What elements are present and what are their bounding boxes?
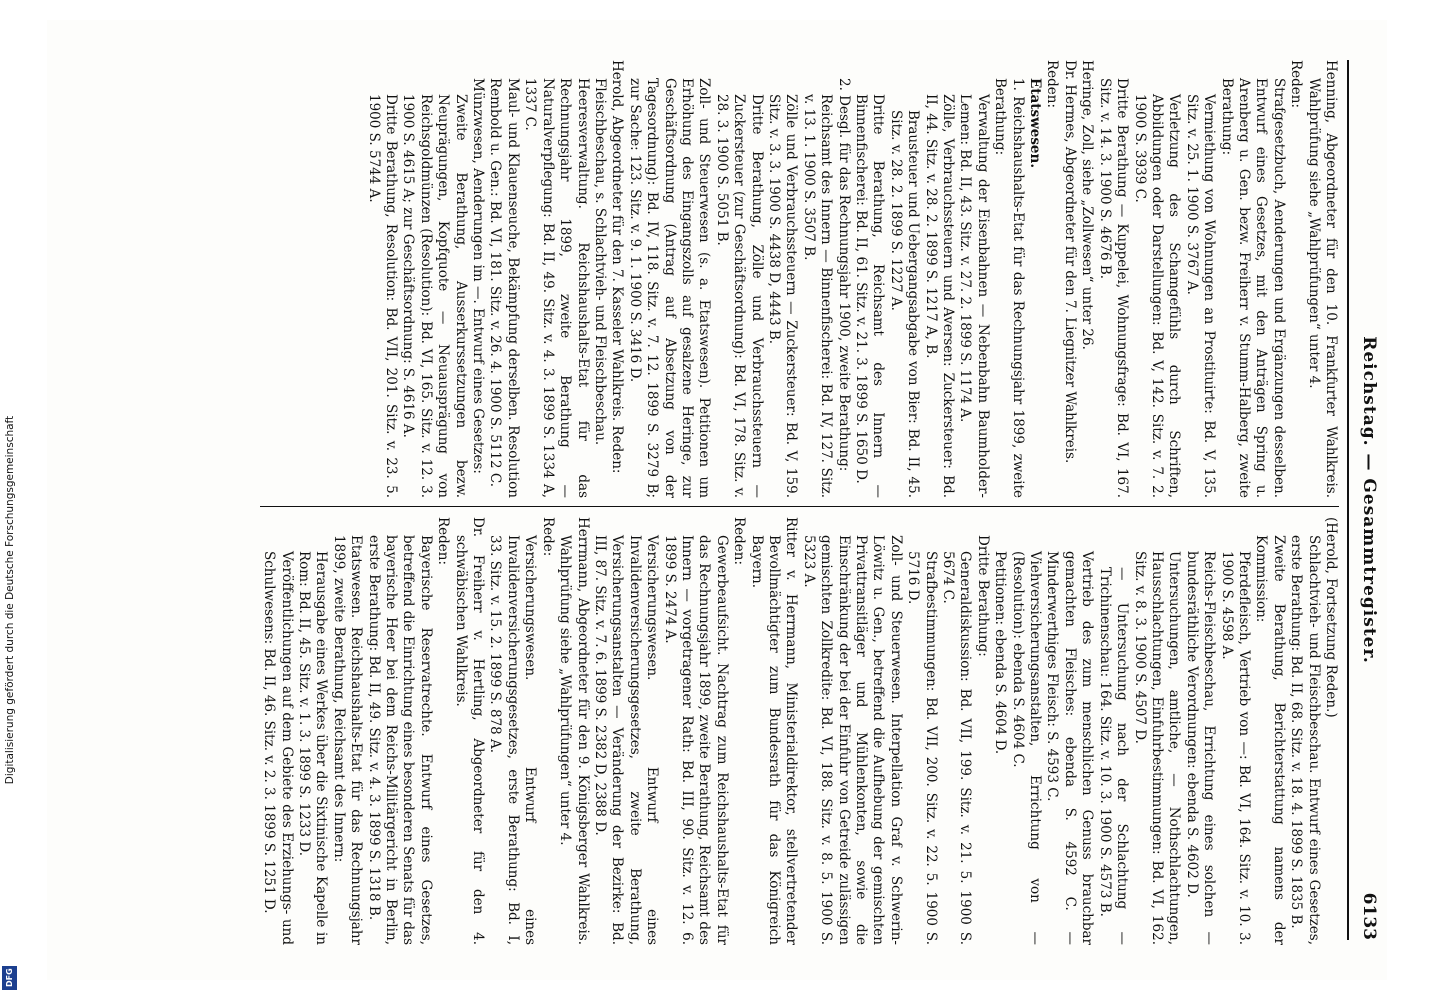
entry-text: Strafgesetzbuch, Aenderungen und Ergänzungen desselben. Entwurf eines Gesetzes, mit den Anträgen Spring u. Arenberg u. Gen. bezw. Freiherr v. Stumm-Halberg, zweite Berathung:: [1218, 78, 1287, 498]
entry-text: Reichs-Fleischbeschau, Errichtung eines solchen — bundesräthliche Verordnungen: ebenda S. 4602 D.: [1183, 551, 1218, 945]
entry-text: Henning, Abgeordneter für den 10. Frankfurter Wahlkreis. Wahlprüfung siehe „Wahlprüfungen“ unter 4.: [1305, 60, 1339, 498]
entry-text: Etatswesen.: [1027, 78, 1044, 169]
digitization-credit-strip: [0, 0, 20, 1000]
page-title: Reichstag. — Gesammtregister.: [1359, 336, 1379, 664]
entry-text: Petitionen: ebenda S. 4604 D.: [992, 551, 1009, 755]
entry-text: Herold, Abgeordneter für den 7. Kasseler Wahlkreis. Reden:: [609, 60, 626, 474]
entry-text: Gewerbeaufsicht. Nachtrag zum Reichshaushalts-Etat für das Rechnungsjahr 1899, zweite Berathung, Reichsamt des Innern — vorgetragener Rath: Bd. III, 90. Sitz. v. 12. 6. 1899 S. 2474 A.: [661, 535, 730, 945]
entry-text: Verletzung des Schamgefühls durch Schriften, Abbildungen oder Darstellungen: Bd. V, 142. Sitz. v. 7. 2. 1900 S. 3939 C.: [1131, 94, 1183, 498]
entry-text: Rede:: [539, 517, 556, 557]
entry-text: 1. Reichshaushalts-Etat für das Rechnungsjahr 1899, zweite Berathung:: [992, 78, 1026, 498]
entry-text: Verwaltung der Eisenbahnen — Nebenbahn Baumholder-Lemen: Bd. II, 43. Sitz. v. 27. 2. 1899 S. 1174 A.: [957, 94, 991, 498]
entry-text: Heeresverwaltung. Reichshaushalts-Etat für das Rechnungsjahr 1899, zweite Berathung — Naturalverpflegung: Bd. II, 49. Sitz. v. 4. 3. 1899 S. 1334 A, 1337 C.: [522, 78, 591, 498]
entry-text: Reden:: [435, 517, 452, 566]
entry-text: Ritter v. Herrmann, Ministerialdirektor, stellvertretender Bevollmächtigter zum Bundesrath für das Königreich Bayern.: [748, 517, 800, 945]
entry-text: Zölle und Verbrauchssteuern — Zuckersteuer: Bd. V, 159. Sitz. v. 3. 3. 1900 S. 4438 D, 4443 B.: [766, 94, 800, 498]
entry-text: Dritte Berathung, Reichsamt des Innern — Binnenfischerei: Bd. II, 61. Sitz. v. 21. 3. 1899 S. 1650 D.: [853, 94, 887, 498]
entry-text: — Untersuchung nach der Schlachtung — Trichinenschau: 164. Sitz. v. 10. 3. 1900 S. 4573 B.: [1096, 567, 1131, 945]
entry-text: 2. Desgl. für das Rechnungsjahr 1900, zweite Berathung:: [835, 78, 852, 472]
entry-text: Fleischbeschau, s. Schlachtvieh- und Fleischbeschau.: [591, 78, 608, 446]
entry-text: Zoll- und Steuerwesen. Interpellation Graf v. Schwerin-Löwitz u. Gen., betreffend die Aufhebung der gemischten Privattransitläger und Mühlenkonten, sowie die Einschränkung der bei der Einfuhr von Getreide zulässigen gemischten Zollkredite: Bd. VI, 188. Sitz. v. 8. 5. 1900 S. 5323 A.: [800, 535, 904, 945]
entry-text: Vertrieb des zum menschlichen Genuss brauchbar gemachten Fleisches: ebenda S. 4592 C. — Minderwerthiges Fleisch: S. 4593 C.: [1044, 551, 1096, 945]
entry-text: Dritte Berathung — Kuppelei, Wohnungsfrage: Bd. VI, 167. Sitz. v. 14. 3. 1900 S. 4676 B.: [1096, 78, 1131, 498]
left-column: [364, 60, 1339, 498]
entry-text: Versicherungswesen. Entwurf eines Invalidenversicherungsgesetzes, zweite Berathung, Versicherungsanstalten — Veränderung der Bezirke: Bd. III, 87. Sitz. v. 7. 6. 1899 S. 2382 D, 2388 D.: [591, 535, 661, 945]
entry-text: Dr. Freiherr v. Hertling, Abgeordneter für den 4. schwäbischen Wahlkreis.: [452, 517, 487, 945]
entry-text: Viehversicherungsanstalten, Errichtung von — (Resolution): ebenda S. 4604 C.: [1009, 551, 1044, 945]
entry-text: Herausgabe eines Werkes über die Sixtinische Kapelle in Rom: Bd. II, 45. Sitz. v. 1. 3. 1899 S. 1233 D.: [296, 551, 330, 945]
entry-text: Münzwesen, Aenderungen im —. Entwurf eines Gesetzes:: [470, 78, 487, 474]
entry-text: Dr. Hermes, Abgeordneter für den 7. Liegnitzer Wahlkreis.: [1061, 60, 1078, 464]
page-number: 6133: [1359, 892, 1379, 940]
entry-text: Generaldiskussion: Bd. VII, 199. Sitz. v. 21. 5. 1900 S. 5674 C.: [940, 551, 974, 945]
entry-text: Reden:: [1044, 60, 1061, 109]
entry-text: Pferdefleisch, Vertrieb von —: Bd. VI, 164. Sitz. v. 10. 3. 1900 S. 4598 A.: [1218, 551, 1252, 945]
entry-text: Zweite Berathung, Ausserkurssetzungen bezw. Neuprägungen, Kopfquote — Neuausprägung von Reichsgoldmünzen (Resolution): Bd. VI, 165. Sitz. v. 12. 3. 1900 S. 4615 A; zur Geschäftsordnung: S. 4616 A.: [400, 94, 469, 498]
entry-text: Zoll- und Steuerwesen (s. a. Etatswesen). Petitionen um Erhöhung des Eingangszolls auf gesalzene Heringe, zur Geschäftsordnung (Antrag auf Absetzung von der Tagesordnung): Bd. IV, 118. Sitz. v. 7. 12. 1899 S. 3279 B; zur Sache: 123. Sitz. v. 9. 1. 1900 S. 3416 D.: [626, 78, 713, 498]
entry-text: Reden:: [731, 517, 748, 566]
entry-text: Bayerische Reservatrechte. Entwurf eines Gesetzes, betreffend die Einrichtung eines besonderen Senats für das bayerische Heer bei dem Reichs-Militärgericht in Berlin, erste Berathung: Bd. II, 49. Sitz. v. 4. 3. 1899 S. 1318 B.: [365, 535, 434, 945]
entry-text: Heringe, Zoll, siehe „Zollwesen“ unter 26.: [1079, 60, 1096, 350]
entry-text: Zölle, Verbrauchssteuern und Aversen: Zuckersteuer: Bd. II, 44. Sitz. v. 28. 2. 1899 S. 1217 A, B.: [922, 94, 957, 498]
entry-text: Herrmann, Abgeordneter für den 9. Königsberger Wahlkreis. Wahlprüfung siehe „Wahlprüfungen“ unter 4.: [557, 517, 591, 945]
entry-text: Untersuchungen, amtliche, — Nothschlachtungen, Hausschlachtungen, Einfuhrbestimmungen: Bd. VI, 162. Sitz. v. 8. 3. 1900 S. 4507 D.: [1131, 551, 1183, 945]
entry-text: Schlachtvieh- und Fleischbeschau. Entwurf eines Gesetzes, erste Berathung: Bd. II, 68. Sitz. v. 18. 4. 1899 S. 1835 B.: [1288, 535, 1322, 945]
entry-text: (Herold, Fortsetzung Reden.): [1323, 517, 1339, 718]
entry-text: Maul- und Klauenseuche, Bekämpfung derselben. Resolution Rembold u. Gen.: Bd. VI, 181. Sitz. v. 26. 4. 1900 S. 5112 C.: [487, 78, 521, 498]
dfg-logo: DFG: [2, 966, 17, 990]
entry-text: Veröffentlichungen auf dem Gebiete des Erziehungs- und Schulwesens: Bd. II, 46. Sitz. v. 2. 3. 1899 S. 1251 D.: [261, 551, 295, 945]
entry-text: Dritte Berathung:: [974, 535, 991, 657]
entry-text: Brausteuer und Uebergangsabgabe von Bier: Bd. II, 45. Sitz. v. 28. 2. 1899 S. 1227 A.: [887, 110, 922, 498]
scanned-register-page: [47, 20, 1387, 980]
digitization-credit: Digitalisierung gefördert durch die Deutsche Forschungsgemeinschaft: [4, 415, 16, 785]
right-column: [260, 506, 1339, 945]
entry-text: Vermiethung von Wohnungen an Prostituirte: Bd. V, 135. Sitz. v. 25. 1. 1900 S. 3767 A.: [1183, 94, 1218, 498]
entry-text: Dritte Berathung, Resolution: Bd. VII, 201. Sitz. v. 23. 5. 1900 S. 5744 A.: [365, 94, 400, 498]
page-header: [1347, 60, 1379, 940]
entry-text: Zweite Berathung, Berichterstattung namens der Kommission:: [1253, 535, 1287, 945]
entry-text: Versicherungswesen. Entwurf eines Invalidenversicherungsgesetzes, erste Berathung: Bd. I, 33. Sitz. v. 15. 2. 1899 S. 878 A.: [487, 535, 539, 945]
entry-text: Reichsamt des Innern — Binnenfischerei: Bd. IV, 127. Sitz. v. 13. 1. 1900 S. 3507 B.: [800, 94, 835, 498]
entry-text: Reden:: [1288, 60, 1305, 109]
entry-text: Strafbestimmungen: Bd. VII, 200. Sitz. v. 22. 5. 1900 S. 5716 D.: [905, 551, 939, 945]
entry-text: Etatswesen. Reichshaushalts-Etat für das Rechnungsjahr 1899, zweite Berathung, Reichsamt des Innern:: [330, 535, 365, 945]
entry-text: Dritte Berathung, Zölle und Verbrauchssteuern — Zuckersteuer (zur Geschäftsordnung): Bd. VI, 178. Sitz. v. 28. 3. 1900 S. 5051 B.: [713, 94, 765, 498]
